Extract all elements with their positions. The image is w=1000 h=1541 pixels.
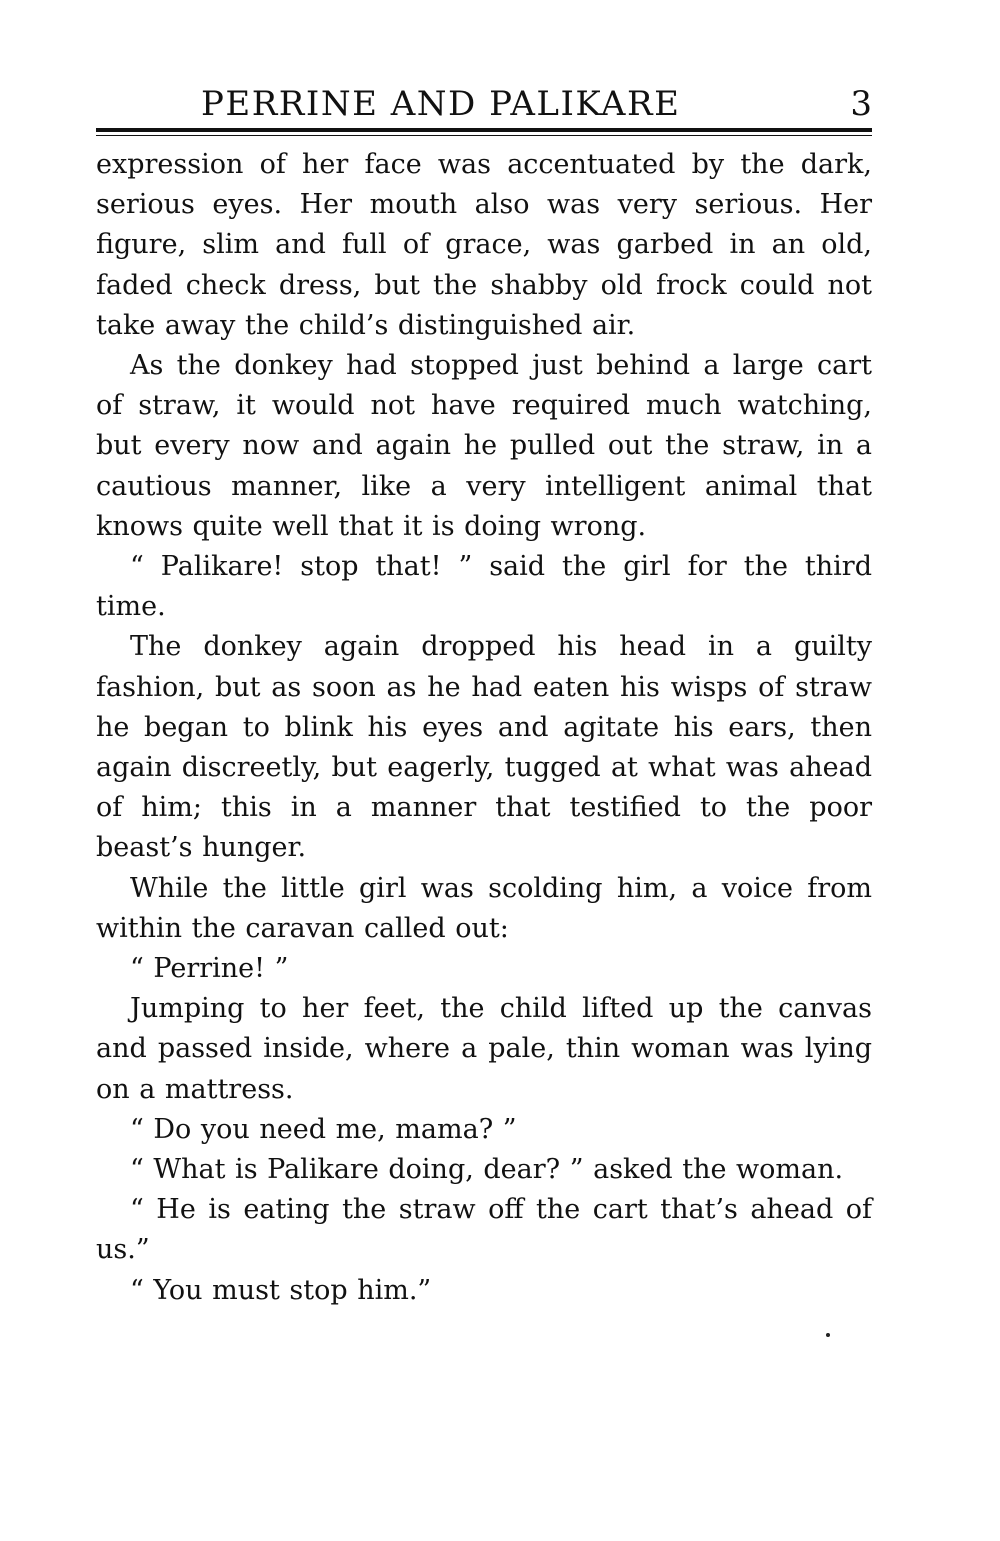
paragraph-5: While the little girl was scolding him, a voice from within the caravan called out: [96,872,872,944]
running-title: PERRINE AND PALIKARE [201,84,681,124]
body-text [96,145,872,1311]
book-page [96,82,872,1311]
paragraph-1: expression of her face was accentuated by the dark, serious eyes. Her mouth also was very serious. Her figure, slim and full of grace, was garbed in an old, faded check dress, but the shabby old frock could not take away the child’s distinguished air. [96,149,872,341]
paragraph-2: As the donkey had stopped just behind a large cart of straw, it would not have required much watching, but every now and again he pulled out the straw, in a cautious manner, like a very intelligent animal that knows quite well that it is doing wrong. [96,350,872,542]
paragraph-6: “ Perrine! ” [130,953,289,985]
header-rule-thin [96,135,872,136]
paragraph-4: The donkey again dropped his head in a guilty fashion, but as soon as he had eaten his wisps of straw he began to blink his eyes and agitate his ears, then again discreetly, but eagerly, tugged at what was ahead of him; this in a manner that testified to the poor beast’s hunger. [96,631,872,864]
paragraph-3: “ Palikare! stop that! ” said the girl for the third time. [96,551,872,623]
paragraph-8: “ Do you need me, mama? ” [130,1113,517,1145]
header-rule-thick [96,128,872,132]
paragraph-11: “ You must stop him.” [130,1274,432,1306]
paragraph-10: “ He is eating the straw off the cart that’s ahead of us.” [96,1194,872,1266]
paragraph-9: “ What is Palikare doing, dear? ” asked the woman. [130,1154,844,1186]
print-speck [826,1333,830,1337]
running-header [96,82,872,126]
page-number: 3 [850,84,872,124]
paragraph-7: Jumping to her feet, the child lifted up the canvas and passed inside, where a pale, thin woman was lying on a mattress. [96,993,872,1105]
